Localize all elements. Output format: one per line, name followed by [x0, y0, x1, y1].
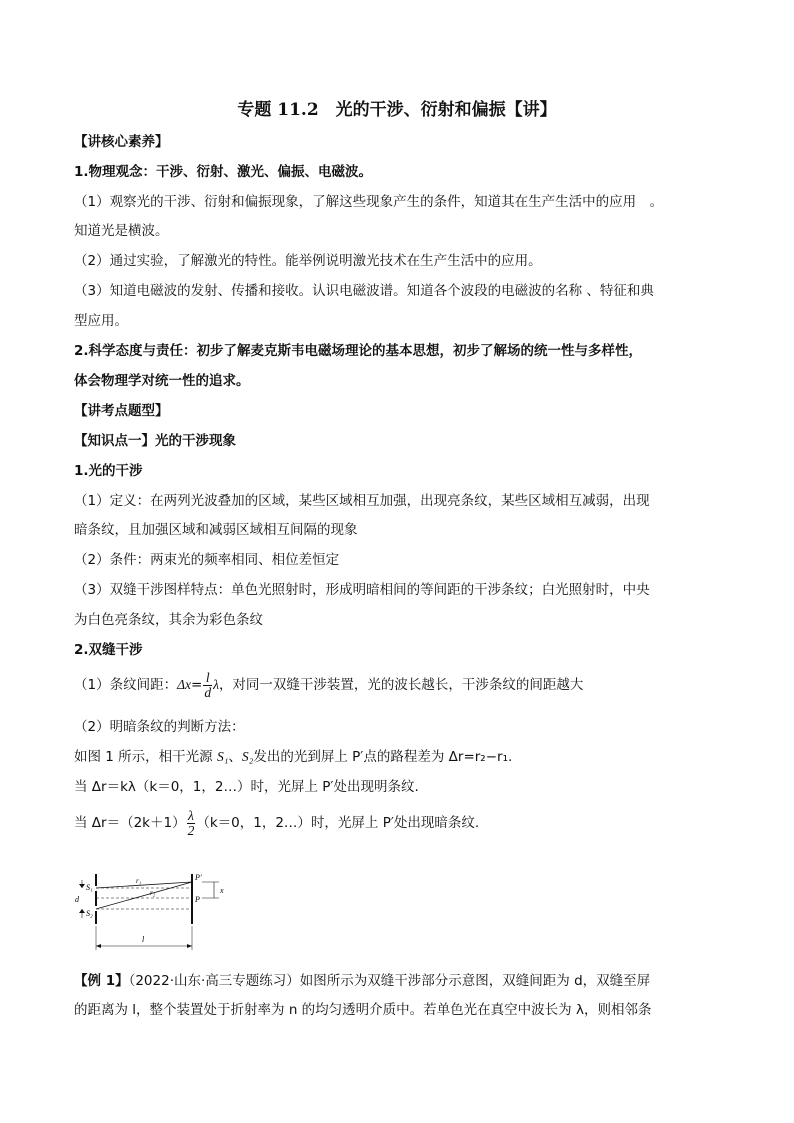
equals-sign: = — [191, 677, 203, 693]
fraction-l-over-d: $\frac{l}{d}$ — [204, 669, 212, 700]
example-line-2: 的距离为 l，整个装置处于折射率为 n 的均匀透明介质中。若单色光在真空中波长为 λ，则相邻条 — [74, 1002, 652, 1018]
section-heading-core: 【讲核心素养】 — [74, 134, 169, 150]
label-r2: r₂ — [150, 889, 156, 897]
fraction-lambda-over-2: $\frac{\lambda}{2}$ — [187, 807, 195, 838]
lambda: λ — [213, 677, 219, 692]
label-s2: S₂ — [86, 909, 93, 918]
label-x: x — [220, 886, 224, 895]
path-difference-line: 如图 1 所示，相干光源 S₁、S₂发出的光到屏上 P′点的路程差为 Δr=r₂−r₁. — [74, 749, 513, 765]
paragraph: 2.科学态度与责任：初步了解麦克斯韦电磁场理论的基本思想，初步了解场的统一性与多样性， — [74, 343, 643, 359]
paragraph: 暗条纹，且加强区域和减弱区域相互间隔的现象 — [74, 522, 358, 538]
bright-fringe-condition: 当 Δr＝kλ（k＝0，1，2…）时，光屏上 P′处出现明条纹. — [74, 779, 419, 795]
section-heading-topic: 【讲考点题型】 — [74, 403, 169, 419]
delta-x: Δx — [177, 677, 192, 692]
label-p: P — [195, 895, 200, 904]
double-slit-diagram — [74, 858, 234, 958]
dark-fringe-condition: 当 Δr＝（2k＋1） $\frac{\lambda}{2}$ （k＝0，1，2…）时，光屏上 P′处出现暗条纹. — [74, 807, 480, 838]
knowledge-point-heading: 【知识点一】光的干涉现象 — [74, 433, 236, 449]
paragraph: （3）双缝干涉图样特点：单色光照射时，形成明暗相间的等间距的干涉条纹；白光照射时，中央 — [74, 582, 650, 598]
paragraph: （1）定义：在两列光波叠加的区域，某些区域相互加强，出现亮条纹，某些区域相互减弱，出现 — [74, 493, 650, 509]
paragraph: （1）观察光的干涉、衍射和偏振现象，了解这些现象产生的条件，知道其在生产生活中的应用 。 — [74, 194, 664, 210]
page-title: 专题 11.2 光的干涉、衍射和偏振【讲】 — [237, 100, 557, 120]
paragraph: 型应用。 — [74, 313, 128, 329]
paragraph: 知道光是横波。 — [74, 223, 169, 239]
example-line-1: 【例 1】（2022·山东·高三专题练习）如图所示为双缝干涉部分示意图，双缝间距为 d，双缝至屏 — [74, 973, 651, 989]
fringe-spacing-formula — [74, 670, 583, 700]
formula-suffix: ，对同一双缝干涉装置，光的波长越长，干涉条纹的间距越大 — [218, 677, 584, 693]
paragraph: （2）通过实验，了解激光的特性。能举例说明激光技术在生产生活中的应用。 — [74, 253, 542, 269]
paragraph: （2）条件：两束光的频率相同、相位差恒定 — [74, 552, 340, 568]
label-p-prime: P′ — [195, 873, 202, 882]
subheading: 1.光的干涉 — [74, 463, 143, 479]
paragraph: 体会物理学对统一性的追求。 — [74, 373, 250, 389]
paragraph: 1.物理观念：干涉、衍射、激光、偏振、电磁波。 — [74, 164, 373, 180]
paragraph: 为白色亮条纹，其余为彩色条纹 — [74, 612, 263, 628]
label-l: l — [142, 935, 145, 944]
label-r1: r₁ — [136, 877, 142, 885]
example-label: 【例 1】 — [74, 973, 129, 989]
paragraph: （3）知道电磁波的发射、传播和接收。认识电磁波谱。知道各个波段的电磁波的名称 、特征和典 — [74, 283, 654, 299]
label-s1: S₁ — [86, 883, 93, 892]
paragraph: （2）明暗条纹的判断方法： — [74, 719, 245, 735]
label-d: d — [75, 895, 79, 904]
subheading: 2.双缝干涉 — [74, 642, 143, 658]
formula-prefix: （1）条纹间距： — [74, 677, 178, 693]
